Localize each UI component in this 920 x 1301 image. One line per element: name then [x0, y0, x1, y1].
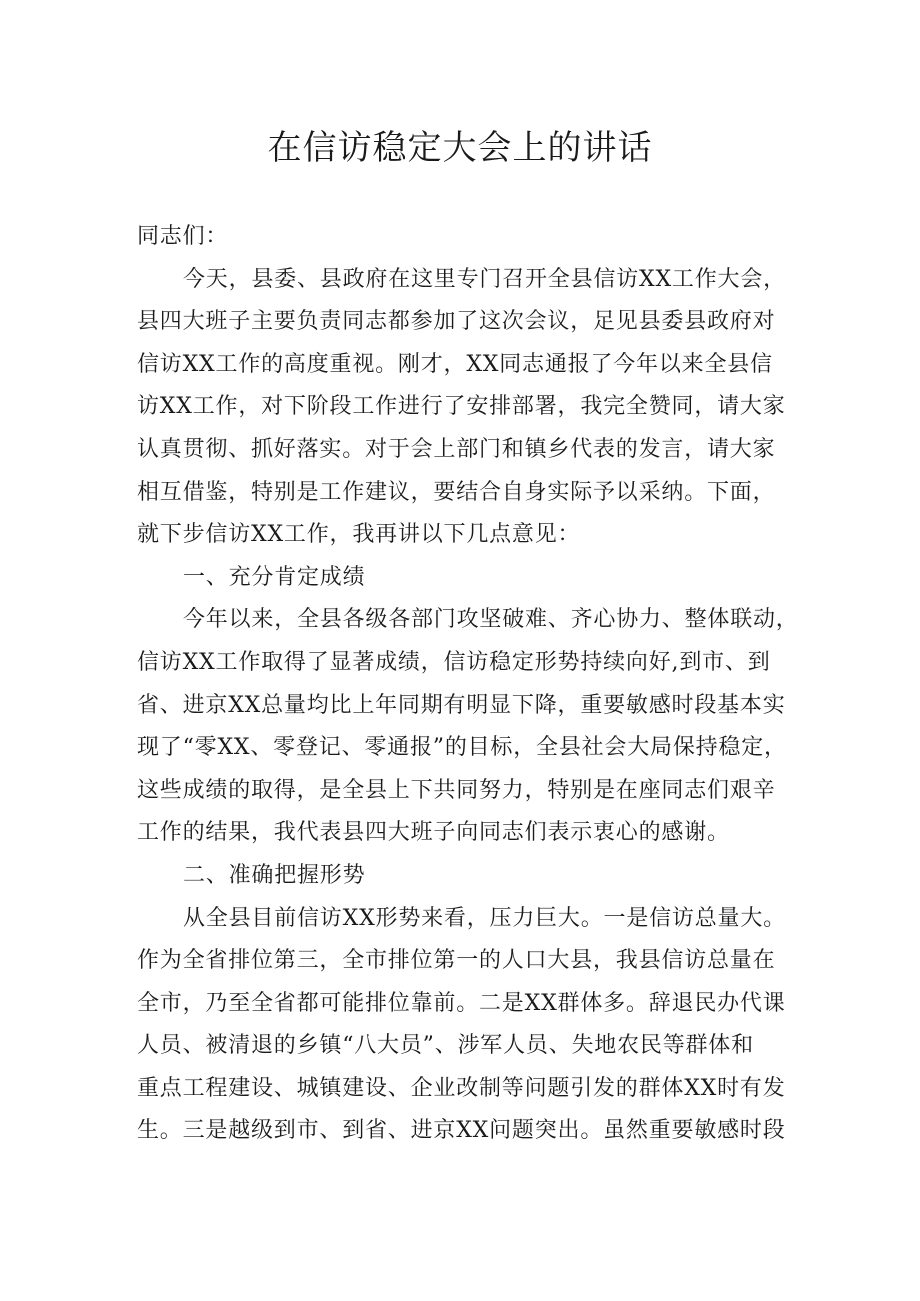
paragraph-line: 县四大班子主要负责同志都参加了这次会议，足见县委县政府对: [137, 309, 776, 335]
paragraph-line: 这些成绩的取得，是全县上下共同努力，特别是在座同志们艰辛: [137, 777, 776, 803]
paragraph-line: 工作的结果，我代表县四大班子向同志们表示衷心的感谢。: [137, 820, 730, 846]
paragraph-line: 重点工程建设、城镇建设、企业改制等问题引发的群体XX时有发: [137, 1075, 786, 1101]
paragraph-line: 信访XX工作的高度重视。刚才，XX同志通报了今年以来全县信: [137, 351, 773, 377]
paragraph-line: 省、进京XX总量均比上年同期有明显下降，重要敏感时段基本实: [137, 692, 786, 718]
paragraph-line: 二、准确把握形势: [183, 862, 366, 888]
paragraph-line: 今天，县委、县政府在这里专门召开全县信访XX工作大会，: [183, 266, 786, 292]
paragraph-line: 相互借鉴，特别是工作建议，要结合自身实际予以采纳。下面，: [137, 479, 776, 505]
paragraph-line: 从全县目前信访XX形势来看，压力巨大。一是信访总量大。: [183, 905, 786, 931]
paragraph-line: 一、充分肯定成绩: [183, 564, 366, 590]
paragraph-line: 今年以来，全县各级各部门攻坚破难、齐心协力、整体联动，: [183, 607, 799, 633]
paragraph-line: 生。三是越级到市、到省、进京XX问题突出。虽然重要敏感时段: [137, 1118, 786, 1144]
paragraph-line: 就下步信访XX工作，我再讲以下几点意见：: [137, 522, 581, 548]
paragraph-line: 同志们：: [137, 224, 229, 249]
paragraph-line: 认真贯彻、抓好落实。对于会上部门和镇乡代表的发言，请大家: [137, 436, 776, 462]
paragraph-line: 现了“零XX、零登记、零通报”的目标，全县社会大局保持稳定，: [137, 735, 787, 761]
paragraph-line: 访XX工作，对下阶段工作进行了安排部署，我完全赞同，请大家: [137, 394, 786, 420]
paragraph-line: 全市，乃至全省都可能排位靠前。二是XX群体多。辞退民办代课: [137, 990, 786, 1016]
paragraph-line: 信访XX工作取得了显著成绩，信访稳定形势持续向好,到市、到: [137, 649, 771, 675]
document-title: 在信访稳定大会上的讲话: [267, 128, 653, 168]
paragraph-line: 作为全省排位第三，全市排位第一的人口大县，我县信访总量在: [137, 948, 776, 974]
document-body: [137, 216, 807, 1153]
paragraph-line: 人员、被清退的乡镇“八大员”、涉军人员、失地农民等群体和: [137, 1033, 754, 1059]
